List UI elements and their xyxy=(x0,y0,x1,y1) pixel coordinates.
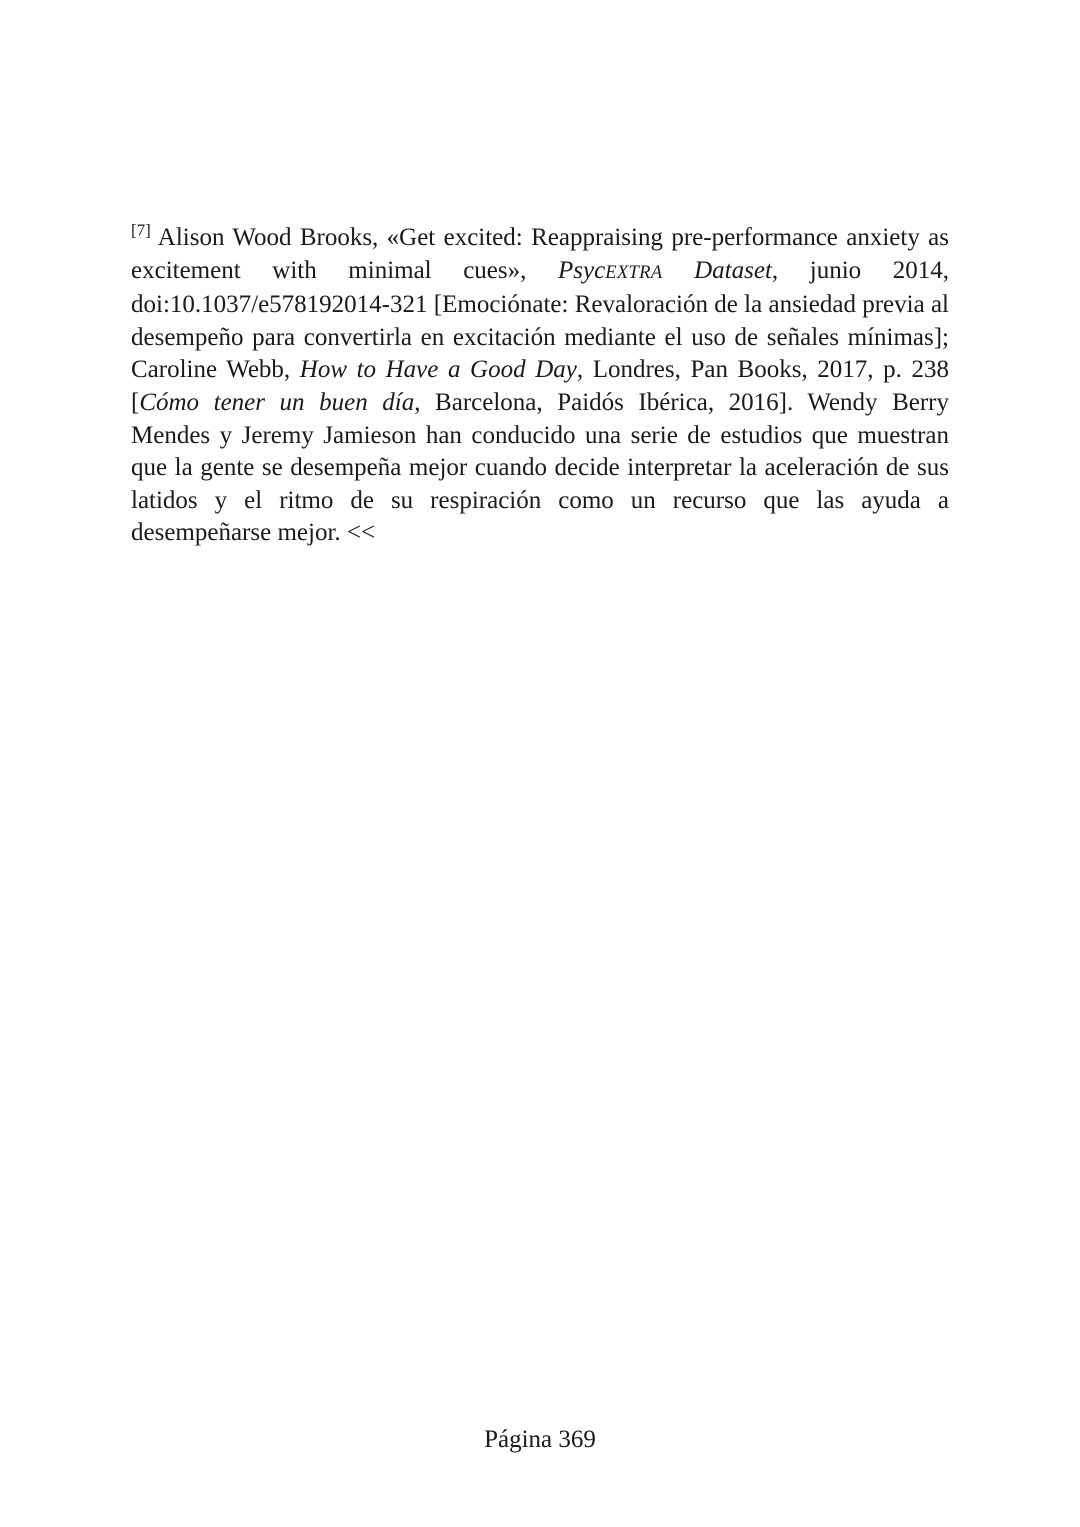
footnote-text-4: , Barcelona, Paidós Ibérica, 2016]. Wendy Berry Mendes y Jeremy Jamieson han conducido una serie de estudios que muestran que la gente se desempeña mejor cuando decide interpretar la aceleración de sus latidos y el ritmo de su respiración como un recurso que las ayuda a desempeñarse mejor. xyxy=(131,388,949,547)
journal-title: PsycEXTRA Dataset xyxy=(557,256,772,284)
footnote-paragraph xyxy=(131,222,949,550)
book-title-english: How to Have a Good Day xyxy=(299,356,577,384)
footnote-marker[interactable]: [7] xyxy=(131,220,151,240)
footnote-text-1: Alison Wood Brooks, «Get excited: Reappraising pre-performance anxiety as excitement with minimal cues», xyxy=(131,224,949,284)
book-title-spanish: Cómo tener un buen día xyxy=(139,388,415,416)
footnote-text-3: , Londres, Pan Books, 2017, p. 238 [ xyxy=(131,356,949,416)
back-link[interactable]: << xyxy=(346,519,376,547)
page-number: Página 369 xyxy=(484,1426,596,1453)
footnote-text-2: , junio 2014, doi:10.1037/e578192014-321 [Emociónate: Revaloración de la ansiedad previa al desempeño para convertirla en excitación mediante el uso de señales mínimas]; Caroline Webb, xyxy=(131,256,949,384)
